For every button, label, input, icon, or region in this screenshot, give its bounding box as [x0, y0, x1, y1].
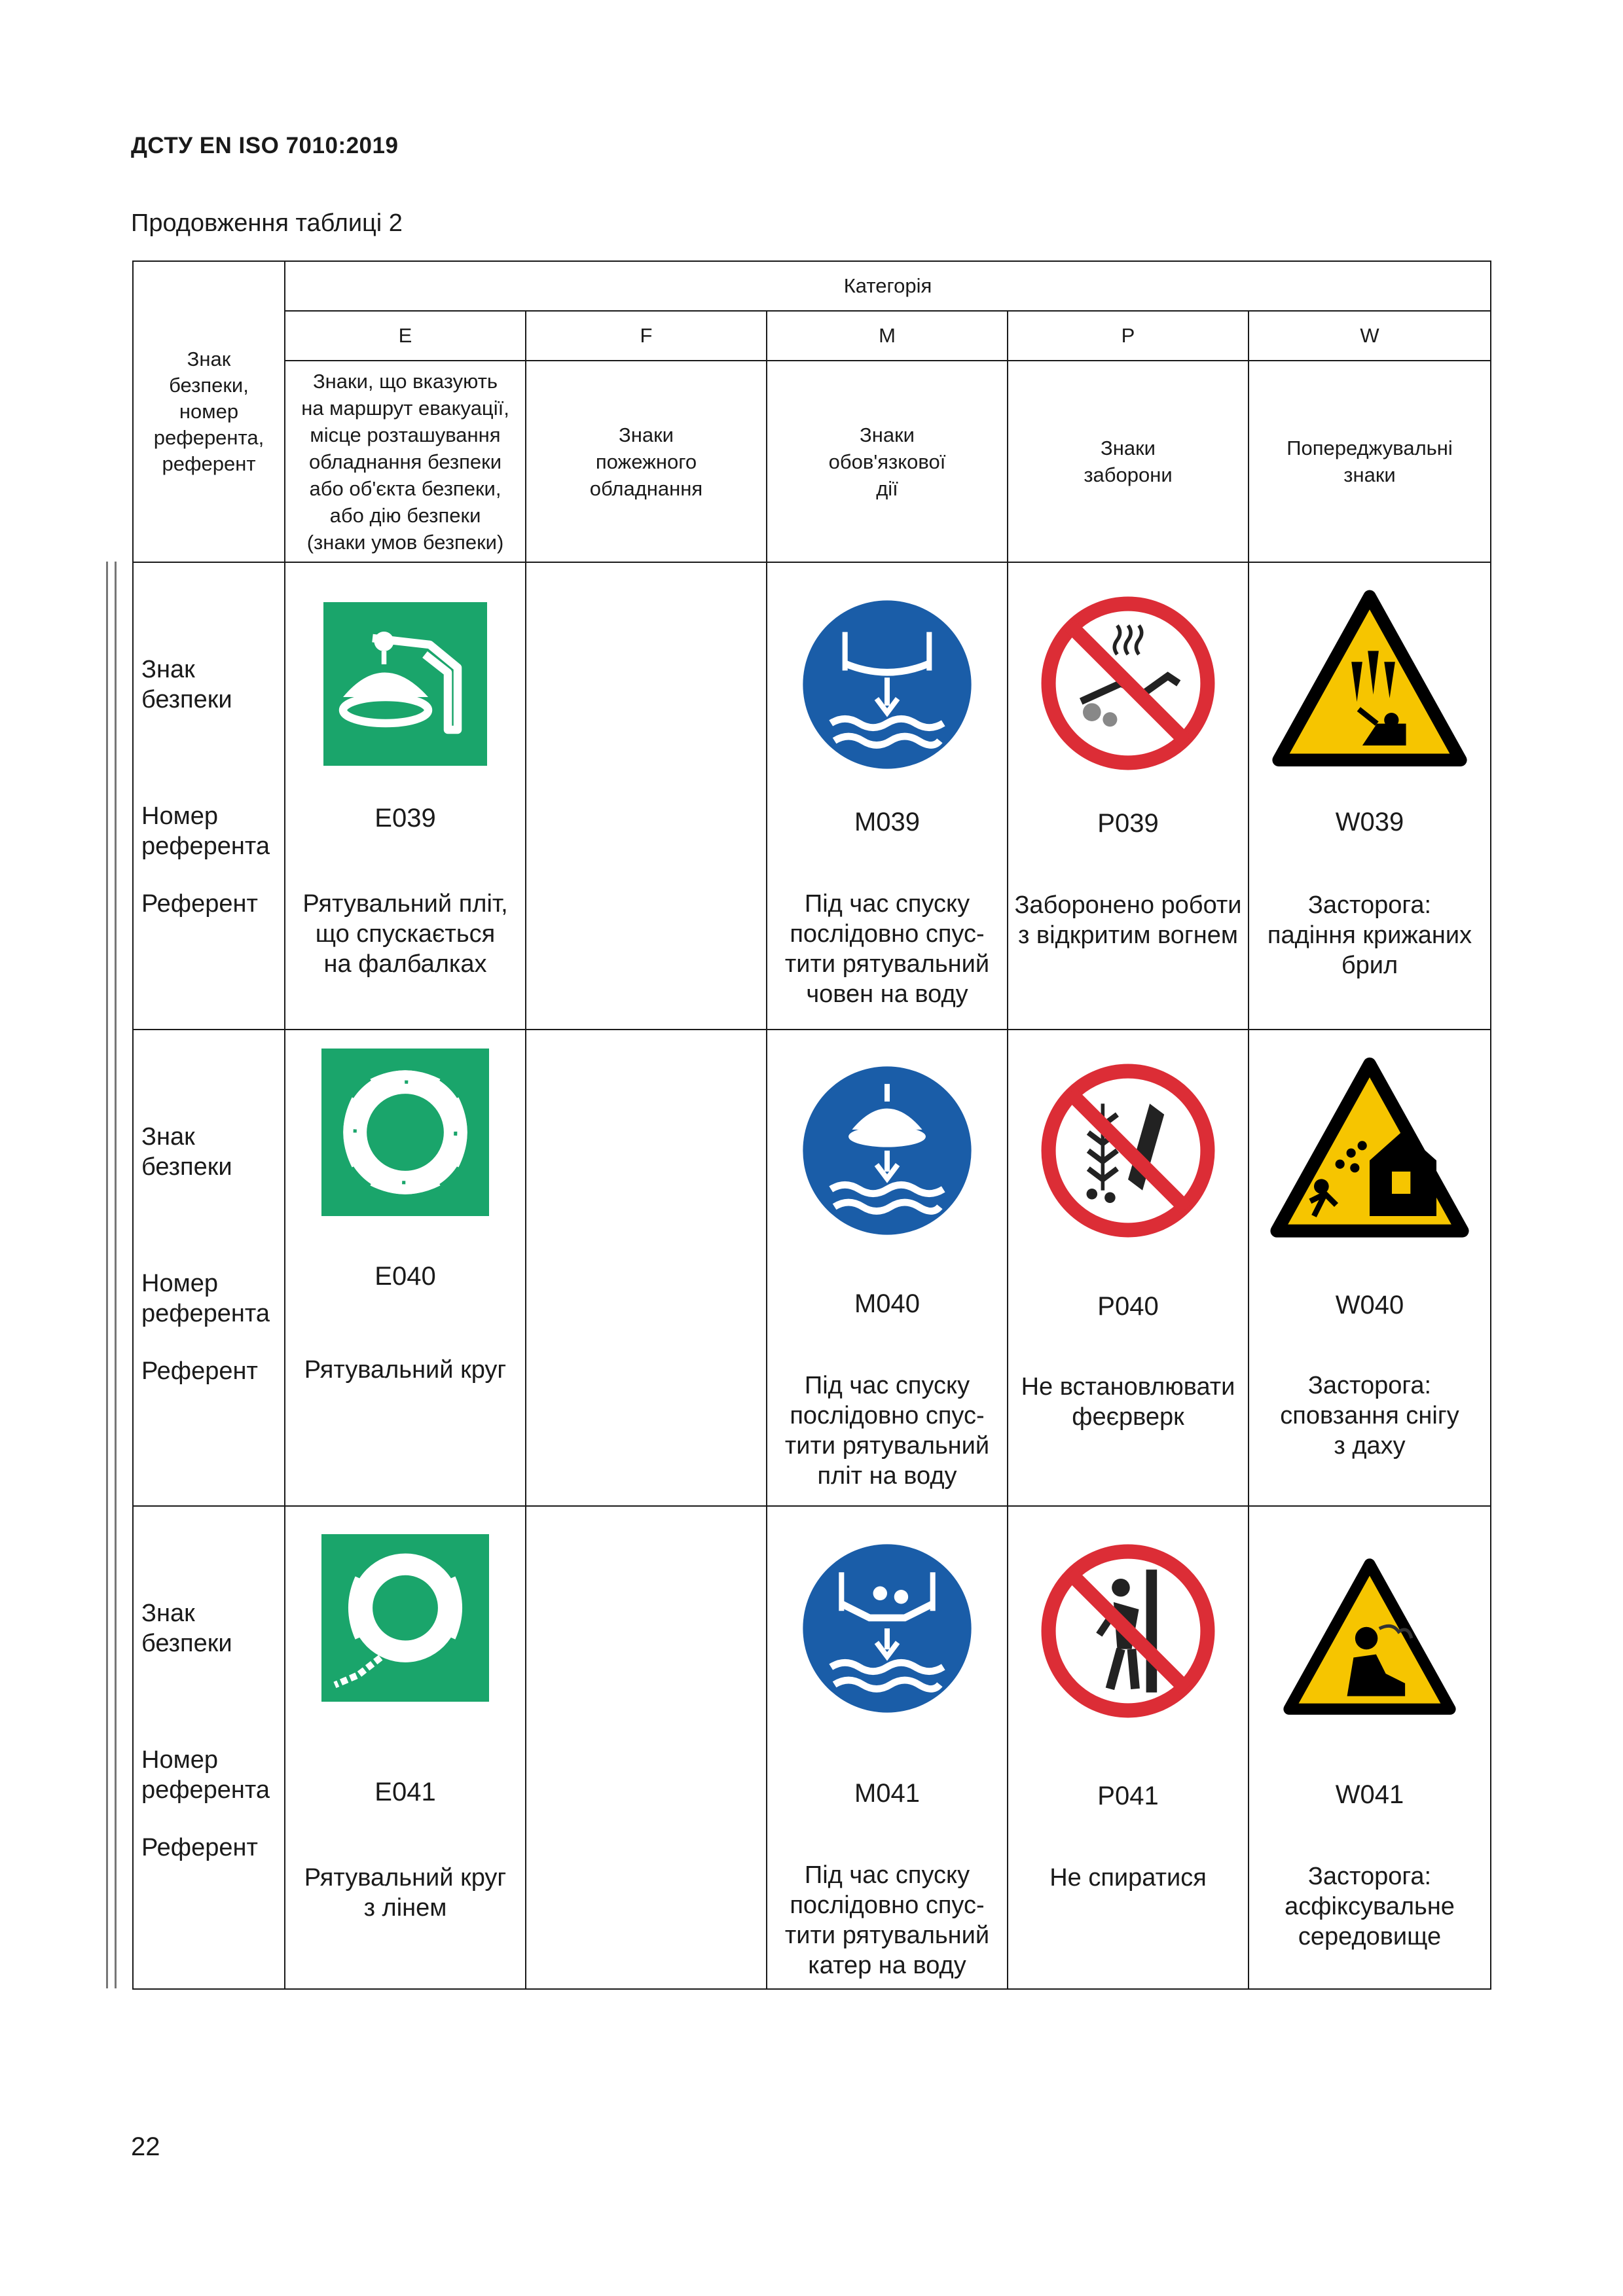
row-label-cell: [133, 1506, 285, 1989]
category-description-w: Попереджувальні знаки: [1249, 361, 1491, 562]
category-letter-p: P: [1008, 311, 1249, 361]
row-label-sign: Знак безпеки: [141, 1123, 232, 1181]
category-letter-e: E: [285, 311, 526, 361]
table-caption: Продовження таблиці 2: [131, 209, 403, 237]
roof-avalanche-icon: [1269, 1056, 1470, 1242]
asphyxiating-atmosphere-icon: [1283, 1558, 1457, 1719]
lower-lifeboat-icon: [799, 597, 975, 772]
empty-cell-f: [526, 562, 767, 1030]
sign-code: E039: [374, 804, 436, 833]
sign-cell-e041: [285, 1506, 526, 1989]
sign-code: P039: [1097, 809, 1159, 838]
first-column-header: Знак безпеки, номер референта, референт: [133, 261, 285, 562]
row-label-referent: Референт: [141, 890, 258, 918]
sign-code: P040: [1097, 1292, 1159, 1321]
safety-signs-table: [132, 260, 1491, 1990]
category-description-m: Знаки обов'язкової дії: [767, 361, 1008, 562]
category-letter-f: F: [526, 311, 767, 361]
row-label-referent: Референт: [141, 1834, 258, 1861]
category-letter-w: W: [1249, 311, 1491, 361]
category-description-f: Знаки пожежного обладнання: [526, 361, 767, 562]
lower-rescue-boat-icon: [799, 1541, 975, 1716]
sign-cell-m041: [767, 1506, 1008, 1989]
sign-code: E041: [374, 1778, 436, 1806]
sign-cell-m039: [767, 562, 1008, 1030]
table-row: [133, 562, 1491, 1030]
row-label-referent: Референт: [141, 1357, 258, 1385]
sign-code: M039: [854, 808, 921, 836]
sign-cell-w040: [1249, 1030, 1491, 1506]
sign-code: P041: [1097, 1782, 1159, 1810]
sign-referent: Заборонено роботи з відкритим вогнем: [1014, 891, 1242, 949]
row-label-number: Номер референта: [141, 1746, 270, 1804]
page-number: 22: [131, 2132, 160, 2161]
sign-code: W039: [1335, 808, 1404, 836]
sign-code: M040: [854, 1289, 921, 1318]
revision-margin-bar: [106, 562, 117, 1988]
sign-cell-w041: [1249, 1506, 1491, 1989]
row-label-cell: [133, 562, 285, 1030]
sign-cell-p041: [1008, 1506, 1249, 1989]
sign-code: M041: [854, 1779, 921, 1808]
lifebuoy-icon: [321, 1049, 489, 1216]
sign-cell-p040: [1008, 1030, 1249, 1506]
sign-code: E040: [374, 1262, 436, 1291]
no-hot-work-icon: [1038, 593, 1218, 774]
table-row: [133, 1030, 1491, 1506]
no-leaning-icon: [1038, 1541, 1218, 1721]
sign-referent: Засторога: падіння крижаних брил: [1267, 891, 1472, 979]
sign-referent: Не спиратися: [1049, 1864, 1207, 1892]
sign-referent: Під час спуску послідовно спус- тити рятувальний катер на воду: [784, 1861, 990, 1979]
lifebuoy-with-line-icon: [321, 1534, 489, 1702]
sign-referent: Не встановлювати феєрверк: [1021, 1373, 1235, 1431]
row-label-number: Номер референта: [141, 802, 270, 860]
row-label-sign: Знак безпеки: [141, 656, 232, 713]
lower-liferaft-icon: [799, 1063, 975, 1238]
sign-code: W040: [1335, 1291, 1404, 1319]
document-standard-title: ДСТУ EN ISO 7010:2019: [131, 133, 399, 158]
sign-referent: Засторога: сповзання снігу з даху: [1280, 1372, 1459, 1460]
category-header: Категорія: [285, 261, 1491, 311]
sign-referent: Рятувальний пліт, що спускається на фалбалках: [302, 890, 508, 978]
sign-referent: Рятувальний круг: [304, 1356, 507, 1384]
sign-referent: Під час спуску послідовно спус- тити рятувальний човен на воду: [784, 890, 990, 1008]
sign-cell-m040: [767, 1030, 1008, 1506]
sign-cell-p039: [1008, 562, 1249, 1030]
category-letter-m: M: [767, 311, 1008, 361]
empty-cell-f: [526, 1506, 767, 1989]
sign-cell-w039: [1249, 562, 1491, 1030]
sign-referent: Під час спуску послідовно спус- тити рятувальний пліт на воду: [784, 1372, 990, 1490]
row-label-sign: Знак безпеки: [141, 1600, 232, 1657]
row-label-cell: [133, 1030, 285, 1506]
sign-cell-e039: [285, 562, 526, 1030]
no-fireworks-icon: [1038, 1060, 1218, 1241]
sign-referent: Рятувальний круг з лінем: [304, 1864, 507, 1922]
sign-cell-e040: [285, 1030, 526, 1506]
table-row: [133, 1506, 1491, 1989]
row-label-number: Номер референта: [141, 1270, 270, 1327]
sign-referent: Засторога: асфіксувальне середовище: [1285, 1863, 1455, 1950]
falling-icicles-icon: [1271, 589, 1468, 771]
empty-cell-f: [526, 1030, 767, 1506]
category-description-p: Знаки заборони: [1008, 361, 1249, 562]
sign-code: W041: [1335, 1780, 1404, 1809]
category-description-e: Знаки, що вказують на маршрут евакуації, місце розташування обладнання безпеки або об'єкта безпеки, або дію безпеки (знаки умов безпеки): [285, 361, 526, 562]
liferaft-davit-icon: [323, 602, 487, 766]
